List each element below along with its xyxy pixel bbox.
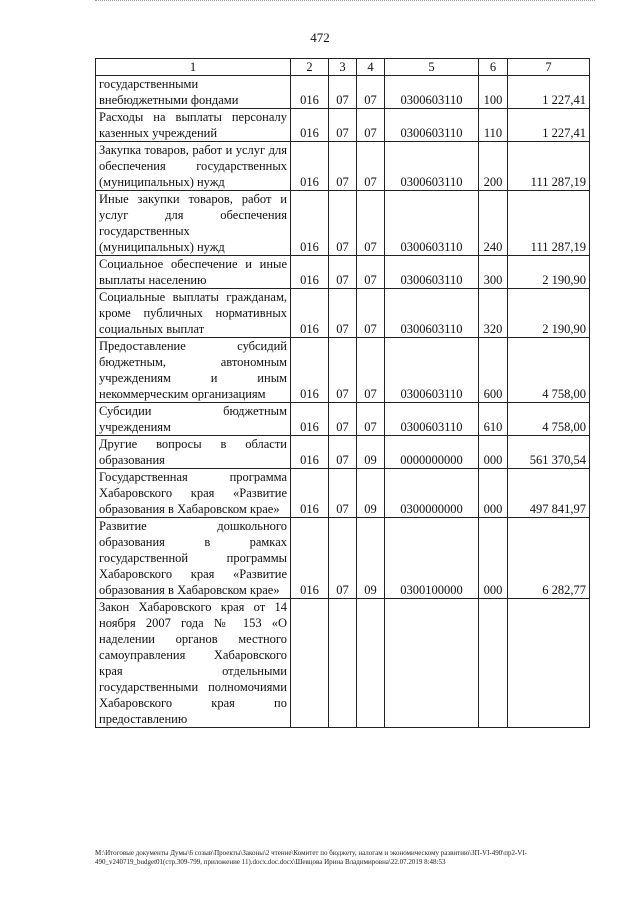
row-description: Социальное обеспечение и иные выплаты населению — [96, 256, 291, 289]
table-row — [96, 289, 590, 338]
row-description: государственными внебюджетными фондами — [96, 76, 291, 109]
row-code-3: 07 — [329, 469, 357, 518]
row-code-6: 300 — [479, 256, 508, 289]
row-code-6 — [479, 599, 508, 728]
row-amount: 111 287,19 — [508, 191, 590, 256]
row-code-4: 07 — [357, 256, 385, 289]
row-code-2: 016 — [291, 109, 329, 142]
table-row — [96, 142, 590, 191]
table-row — [96, 76, 590, 109]
row-code-5: 0300603110 — [385, 109, 479, 142]
row-code-6: 110 — [479, 109, 508, 142]
row-code-3: 07 — [329, 403, 357, 436]
row-code-6: 610 — [479, 403, 508, 436]
row-amount: 2 190,90 — [508, 256, 590, 289]
row-code-5 — [385, 599, 479, 728]
table-row — [96, 436, 590, 469]
row-code-3 — [329, 599, 357, 728]
column-header: 5 — [385, 59, 479, 76]
row-code-3: 07 — [329, 338, 357, 403]
row-code-3: 07 — [329, 289, 357, 338]
row-code-6: 100 — [479, 76, 508, 109]
row-code-6: 200 — [479, 142, 508, 191]
column-header: 6 — [479, 59, 508, 76]
row-code-6: 320 — [479, 289, 508, 338]
column-header: 3 — [329, 59, 357, 76]
table-row — [96, 599, 590, 728]
row-description: Субсидии бюджетным учреждениям — [96, 403, 291, 436]
row-code-5: 0300603110 — [385, 256, 479, 289]
row-code-4 — [357, 599, 385, 728]
table-row — [96, 403, 590, 436]
row-code-3: 07 — [329, 191, 357, 256]
row-code-2: 016 — [291, 289, 329, 338]
row-code-4: 09 — [357, 469, 385, 518]
row-code-2: 016 — [291, 436, 329, 469]
column-header: 7 — [508, 59, 590, 76]
column-header: 2 — [291, 59, 329, 76]
row-code-2 — [291, 599, 329, 728]
row-code-3: 07 — [329, 76, 357, 109]
row-code-6: 000 — [479, 518, 508, 599]
row-code-4: 07 — [357, 403, 385, 436]
row-amount: 1 227,41 — [508, 76, 590, 109]
row-code-4: 07 — [357, 109, 385, 142]
row-description: Закон Хабаровского края от 14 ноября 2007 года № 153 «О наделении органов местного самоуправления Хабаровского края отдельными государственными полномочиями Хабаровского края по предоставлению — [96, 599, 291, 728]
row-code-5: 0300603110 — [385, 191, 479, 256]
row-code-5: 0300603110 — [385, 76, 479, 109]
row-description: Государственная программа Хабаровского края «Развитие образования в Хабаровском крае» — [96, 469, 291, 518]
row-code-4: 07 — [357, 191, 385, 256]
row-code-5: 0300603110 — [385, 338, 479, 403]
row-code-3: 07 — [329, 436, 357, 469]
row-code-2: 016 — [291, 191, 329, 256]
row-code-2: 016 — [291, 76, 329, 109]
row-amount — [508, 599, 590, 728]
column-header: 4 — [357, 59, 385, 76]
row-code-4: 07 — [357, 338, 385, 403]
row-amount: 111 287,19 — [508, 142, 590, 191]
footer-file-path: M:\Итоговые документы Думы\6 созыв\Проекты\Законы\2 чтение\Комитет по бюджету, налогам и экономическому развитию\ЗП-VI-490\пр2-VI-490_v240719_budget01(стр.309-799, приложение 11).docx.doc.docx\Шевцова Ирина Владимировна\22.07.2019 8:48:53 — [95, 849, 527, 866]
row-code-5: 0300603110 — [385, 142, 479, 191]
row-code-3: 07 — [329, 256, 357, 289]
row-description: Предоставление субсидий бюджетным, автономным учреждениям и иным некоммерческим организациям — [96, 338, 291, 403]
row-code-2: 016 — [291, 256, 329, 289]
row-amount: 1 227,41 — [508, 109, 590, 142]
row-code-4: 09 — [357, 518, 385, 599]
row-amount: 6 282,77 — [508, 518, 590, 599]
row-code-2: 016 — [291, 338, 329, 403]
row-code-4: 07 — [357, 76, 385, 109]
row-description: Развитие дошкольного образования в рамках государственной программы Хабаровского края «Развитие образования в Хабаровском крае» — [96, 518, 291, 599]
table-row — [96, 338, 590, 403]
row-amount: 4 758,00 — [508, 338, 590, 403]
table-row — [96, 109, 590, 142]
row-description: Расходы на выплаты персоналу казенных учреждений — [96, 109, 291, 142]
row-amount: 2 190,90 — [508, 289, 590, 338]
row-code-3: 07 — [329, 142, 357, 191]
row-code-2: 016 — [291, 142, 329, 191]
row-description: Закупка товаров, работ и услуг для обеспечения государственных (муниципальных) нужд — [96, 142, 291, 191]
row-description: Социальные выплаты гражданам, кроме публичных нормативных социальных выплат — [96, 289, 291, 338]
row-code-6: 000 — [479, 469, 508, 518]
row-description: Другие вопросы в области образования — [96, 436, 291, 469]
table-row — [96, 518, 590, 599]
table-row — [96, 469, 590, 518]
row-code-6: 240 — [479, 191, 508, 256]
row-code-5: 0300603110 — [385, 403, 479, 436]
row-amount: 4 758,00 — [508, 403, 590, 436]
row-code-2: 016 — [291, 518, 329, 599]
row-amount: 561 370,54 — [508, 436, 590, 469]
table-body — [96, 76, 590, 728]
row-description: Иные закупки товаров, работ и услуг для обеспечения государственных (муниципальных) нужд — [96, 191, 291, 256]
row-code-4: 09 — [357, 436, 385, 469]
row-code-5: 0300603110 — [385, 289, 479, 338]
row-code-5: 0300000000 — [385, 469, 479, 518]
row-code-3: 07 — [329, 109, 357, 142]
budget-table — [95, 58, 590, 728]
table-row — [96, 191, 590, 256]
row-code-5: 0000000000 — [385, 436, 479, 469]
page-number: 472 — [310, 30, 330, 45]
table-header-row — [96, 59, 590, 76]
row-code-4: 07 — [357, 289, 385, 338]
header-scan-artifact — [95, 0, 595, 5]
row-code-4: 07 — [357, 142, 385, 191]
row-code-2: 016 — [291, 469, 329, 518]
column-header: 1 — [96, 59, 291, 76]
row-code-6: 600 — [479, 338, 508, 403]
table-row — [96, 256, 590, 289]
row-code-2: 016 — [291, 403, 329, 436]
row-code-3: 07 — [329, 518, 357, 599]
row-amount: 497 841,97 — [508, 469, 590, 518]
row-code-5: 0300100000 — [385, 518, 479, 599]
row-code-6: 000 — [479, 436, 508, 469]
